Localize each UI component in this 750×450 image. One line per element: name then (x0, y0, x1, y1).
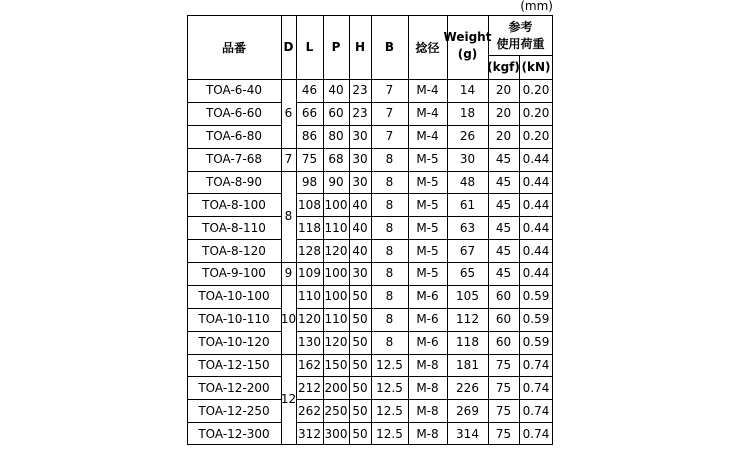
unit-note: (mm) (520, 0, 553, 13)
cell-weight: 48 (459, 174, 476, 189)
cell-weight: 30 (459, 152, 476, 167)
cell-l: 120 (298, 312, 321, 327)
cell-thread: M-5 (416, 197, 439, 212)
cell-thread: M-5 (416, 266, 439, 281)
cell-h: 50 (352, 357, 368, 372)
cell-weight: 14 (459, 83, 476, 98)
cell-kn: 0.20 (522, 106, 550, 121)
header-kn: (kN) (521, 60, 551, 74)
cell-p: 150 (324, 357, 348, 372)
cell-kn: 0.44 (522, 266, 550, 281)
cell-kgf: 20 (495, 129, 512, 144)
cell-thread: M-6 (416, 335, 439, 350)
cell-h: 40 (352, 220, 368, 235)
cell-part-number: TOA-8-90 (205, 174, 263, 189)
cell-kgf: 75 (495, 403, 512, 418)
cell-kn: 0.44 (522, 152, 550, 167)
cell-l: 98 (301, 174, 318, 189)
cell-p: 40 (328, 83, 344, 98)
d-group-cell: 9 (284, 266, 293, 281)
cell-thread: M-4 (416, 129, 439, 144)
header-d: D (283, 40, 294, 54)
cell-l: 118 (298, 220, 321, 235)
cell-weight: 314 (456, 426, 479, 441)
cell-part-number: TOA-6-80 (205, 129, 263, 144)
cell-weight: 26 (459, 129, 476, 144)
cell-p: 90 (328, 174, 344, 189)
cell-b: 8 (385, 312, 394, 327)
cell-thread: M-5 (416, 243, 439, 258)
cell-weight: 269 (456, 403, 479, 418)
cell-h: 40 (352, 243, 368, 258)
d-group-cell: 6 (284, 106, 293, 121)
cell-thread: M-8 (416, 426, 439, 441)
cell-l: 108 (298, 197, 321, 212)
spec-table (187, 15, 553, 445)
cell-kgf: 45 (495, 243, 512, 258)
cell-part-number: TOA-6-40 (205, 83, 263, 98)
cell-thread: M-4 (416, 83, 439, 98)
cell-p: 60 (328, 106, 344, 121)
cell-h: 23 (352, 106, 368, 121)
cell-p: 300 (324, 426, 348, 441)
cell-kgf: 45 (495, 220, 512, 235)
cell-h: 23 (352, 83, 368, 98)
cell-h: 30 (352, 174, 368, 189)
cell-b: 7 (385, 83, 394, 98)
cell-kgf: 45 (495, 197, 512, 212)
cell-p: 68 (328, 152, 344, 167)
cell-kn: 0.44 (522, 197, 550, 212)
cell-h: 50 (352, 380, 368, 395)
header-b: B (384, 40, 395, 54)
cell-b: 8 (385, 174, 394, 189)
cell-thread: M-4 (416, 106, 439, 121)
cell-part-number: TOA-10-100 (198, 289, 270, 304)
cell-weight: 112 (456, 312, 479, 327)
cell-kn: 0.74 (522, 357, 550, 372)
header-load: 使用荷重 (496, 37, 545, 51)
cell-b: 8 (385, 197, 394, 212)
cell-thread: M-5 (416, 220, 439, 235)
cell-part-number: TOA-9-100 (202, 266, 266, 281)
cell-part-number: TOA-8-120 (202, 243, 266, 258)
cell-h: 30 (352, 266, 368, 281)
cell-part-number: TOA-6-60 (205, 106, 263, 121)
cell-p: 100 (324, 289, 348, 304)
cell-b: 8 (385, 266, 394, 281)
cell-p: 80 (328, 129, 344, 144)
cell-kn: 0.59 (522, 335, 550, 350)
cell-b: 12.5 (376, 380, 403, 395)
cell-l: 75 (301, 152, 318, 167)
cell-l: 46 (301, 83, 318, 98)
cell-b: 7 (385, 129, 394, 144)
cell-kgf: 20 (495, 106, 512, 121)
cell-thread: M-8 (416, 380, 439, 395)
header-weight-unit: (g) (457, 47, 478, 61)
d-group-cell: 8 (284, 209, 293, 224)
cell-l: 262 (298, 403, 321, 418)
header-h: H (354, 40, 366, 54)
cell-h: 50 (352, 403, 368, 418)
cell-kgf: 60 (495, 289, 512, 304)
header-part-number: 品番 (221, 40, 246, 55)
d-group-cell: 12 (280, 392, 297, 407)
cell-l: 109 (298, 266, 321, 281)
cell-kn: 0.20 (522, 129, 550, 144)
cell-kgf: 60 (495, 312, 512, 327)
cell-thread: M-6 (416, 312, 439, 327)
cell-b: 12.5 (376, 426, 403, 441)
cell-part-number: TOA-10-110 (198, 312, 270, 327)
cell-thread: M-5 (416, 174, 439, 189)
cell-kn: 0.59 (522, 312, 550, 327)
cell-h: 30 (352, 152, 368, 167)
cell-b: 12.5 (376, 357, 403, 372)
cell-b: 12.5 (376, 403, 403, 418)
cell-kn: 0.20 (522, 83, 550, 98)
cell-p: 110 (324, 312, 348, 327)
cell-kgf: 45 (495, 152, 512, 167)
d-group-cell: 7 (284, 152, 293, 167)
cell-part-number: TOA-7-68 (205, 152, 263, 167)
cell-b: 8 (385, 220, 394, 235)
cell-h: 50 (352, 335, 368, 350)
cell-l: 110 (298, 289, 321, 304)
cell-weight: 61 (459, 197, 476, 212)
cell-thread: M-8 (416, 357, 439, 372)
cell-l: 130 (298, 335, 321, 350)
cell-h: 30 (352, 129, 368, 144)
cell-kgf: 75 (495, 357, 512, 372)
cell-kn: 0.74 (522, 403, 550, 418)
cell-kn: 0.44 (522, 174, 550, 189)
cell-part-number: TOA-12-250 (198, 403, 270, 418)
cell-kgf: 45 (495, 174, 512, 189)
header-weight: Weight (443, 30, 492, 44)
cell-b: 8 (385, 289, 394, 304)
cell-h: 50 (352, 426, 368, 441)
cell-kgf: 75 (495, 380, 512, 395)
cell-p: 120 (324, 243, 348, 258)
cell-p: 100 (324, 197, 348, 212)
cell-kn: 0.74 (522, 380, 550, 395)
header-l: L (305, 40, 314, 54)
cell-weight: 18 (459, 106, 476, 121)
cell-l: 212 (298, 380, 321, 395)
cell-part-number: TOA-10-120 (198, 335, 270, 350)
header-kgf: (kgf) (487, 60, 520, 74)
header-p: P (331, 40, 341, 54)
cell-p: 200 (324, 380, 348, 395)
cell-b: 8 (385, 152, 394, 167)
cell-kn: 0.74 (522, 426, 550, 441)
cell-weight: 67 (459, 243, 476, 258)
cell-l: 312 (298, 426, 321, 441)
cell-p: 110 (324, 220, 348, 235)
cell-p: 100 (324, 266, 348, 281)
cell-l: 128 (298, 243, 321, 258)
cell-l: 162 (298, 357, 321, 372)
cell-h: 50 (352, 289, 368, 304)
cell-kgf: 45 (495, 266, 512, 281)
cell-part-number: TOA-12-200 (198, 380, 270, 395)
cell-thread: M-6 (416, 289, 439, 304)
cell-kn: 0.44 (522, 243, 550, 258)
cell-b: 7 (385, 106, 394, 121)
cell-b: 8 (385, 243, 394, 258)
cell-part-number: TOA-12-300 (198, 426, 270, 441)
cell-thread: M-5 (416, 152, 439, 167)
cell-weight: 63 (459, 220, 476, 235)
cell-part-number: TOA-8-110 (202, 220, 266, 235)
header-thread: 捻径 (415, 40, 440, 55)
cell-p: 250 (324, 403, 348, 418)
cell-weight: 226 (456, 380, 479, 395)
cell-l: 66 (301, 106, 318, 121)
cell-kgf: 75 (495, 426, 512, 441)
cell-kn: 0.44 (522, 220, 550, 235)
cell-thread: M-8 (416, 403, 439, 418)
header-load-ref: 参考 (508, 19, 533, 34)
cell-h: 40 (352, 197, 368, 212)
cell-kgf: 60 (495, 335, 512, 350)
cell-weight: 105 (456, 289, 479, 304)
cell-h: 50 (352, 312, 368, 327)
d-group-cell: 10 (280, 312, 297, 327)
cell-part-number: TOA-8-100 (202, 197, 266, 212)
cell-l: 86 (301, 129, 318, 144)
cell-weight: 181 (456, 357, 479, 372)
cell-p: 120 (324, 335, 348, 350)
cell-kgf: 20 (495, 83, 512, 98)
cell-kn: 0.59 (522, 289, 550, 304)
cell-weight: 65 (459, 266, 476, 281)
cell-b: 8 (385, 335, 394, 350)
cell-part-number: TOA-12-150 (198, 357, 270, 372)
cell-weight: 118 (456, 335, 479, 350)
